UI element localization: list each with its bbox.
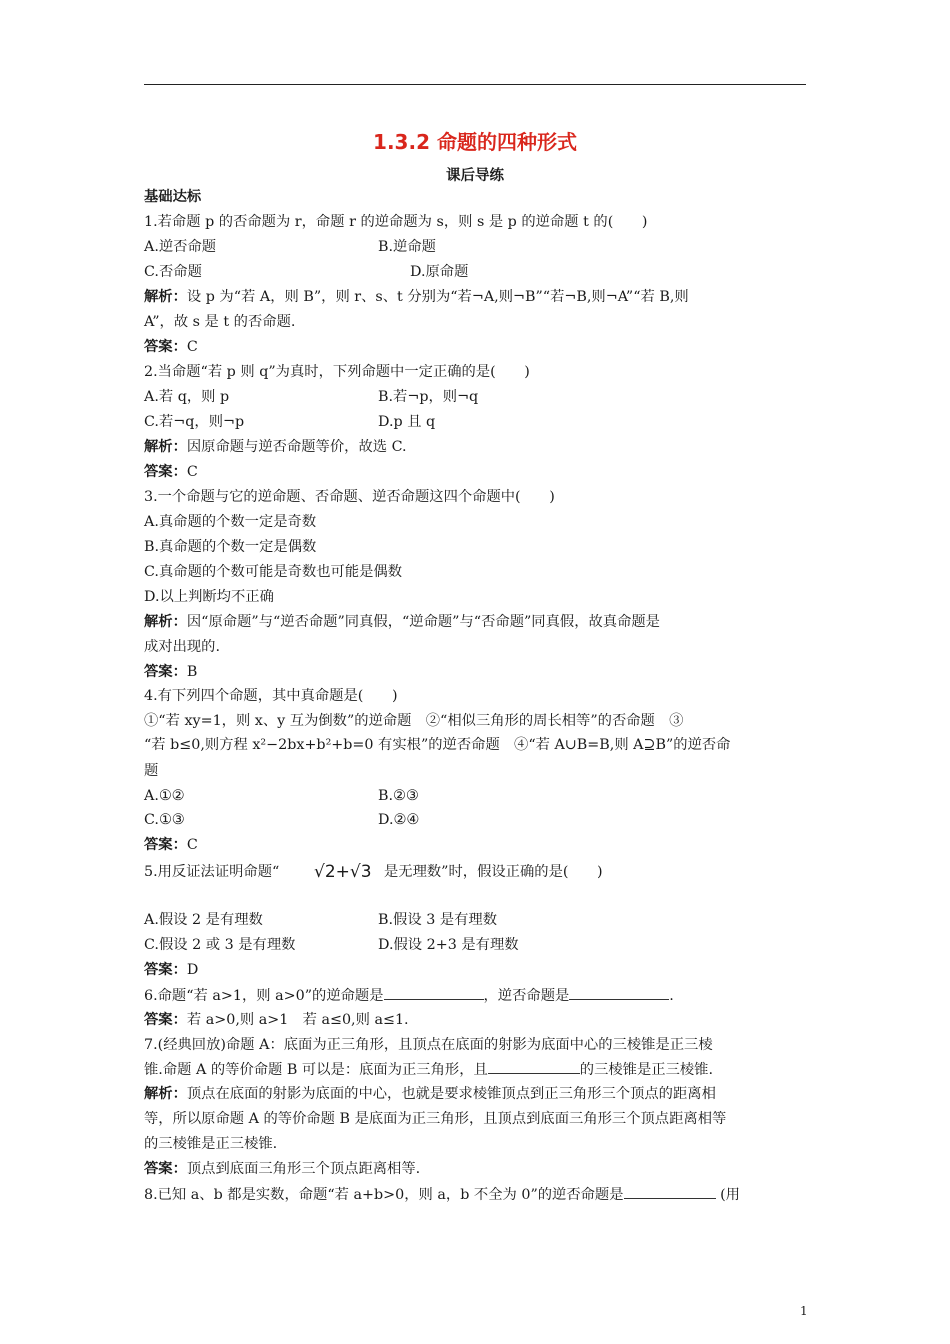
q1-option-c: C.否命题 — [144, 264, 202, 280]
page-subtitle: 课后导练 — [446, 168, 504, 184]
q7-answer-line — [144, 1159, 420, 1179]
q8-stem-cont: (用 — [720, 1187, 740, 1203]
q7-analysis-cont-1: 等，所以原命题 A 的等价命题 B 是底面为正三角形，且顶点到底面三角形三个顶点距离相等 — [144, 1111, 727, 1127]
header-rule — [144, 84, 806, 85]
q2-analysis-label: 解析： — [144, 439, 187, 455]
q5-option-c: C.假设 2 或 3 是有理数 — [144, 937, 296, 953]
page-number: 1 — [800, 1304, 808, 1318]
q7-analysis-label: 解析： — [144, 1086, 187, 1102]
q5-formula: √2+√3 — [314, 862, 372, 882]
q3-stem: 3.一个命题与它的逆命题、否命题、逆否命题这四个命题中( ) — [144, 489, 555, 505]
q7-stem-end: 的三棱锥是正三棱锥. — [579, 1062, 714, 1078]
q1-answer-line — [144, 337, 198, 357]
q3-analysis-line — [144, 612, 660, 632]
q3-option-a: A.真命题的个数一定是奇数 — [144, 514, 317, 530]
q1-option-b: B.逆命题 — [378, 239, 436, 255]
q4-answer-line — [144, 835, 198, 855]
q4-option-b: B.②③ — [378, 788, 419, 804]
q7-analysis-text: 顶点在底面的射影为底面的中心，也就是要求棱锥顶点到正三角形三个顶点的距离相 — [186, 1086, 716, 1102]
q3-analysis-text: 因“原命题”与“逆否命题”同真假，“逆命题”与“否命题”同真假，故真命题是 — [186, 614, 660, 630]
q3-option-c: C.真命题的个数可能是奇数也可能是偶数 — [144, 564, 403, 580]
q2-option-d: D.p 且 q — [378, 414, 436, 430]
q4-items-2: “若 b≤0,则方程 x²−2bx+b²+b=0 有实根”的逆否命题 ④“若 A∪B=B,则 A⊇B”的逆否命 — [144, 737, 731, 753]
q4-answer: C — [186, 837, 198, 853]
q7-blank[interactable] — [488, 1059, 580, 1074]
q5-answer-label: 答案： — [144, 962, 187, 978]
q6-answer-line — [144, 1010, 409, 1030]
q2-answer: C — [186, 464, 198, 480]
q7-stem-cont: 锥.命题 A 的等价命题 B 可以是：底面为正三角形，且 — [144, 1062, 488, 1078]
q1-analysis-text: 设 p 为“若 A，则 B”，则 r、s、t 分别为“若¬A,则¬B”“若¬B,则¬A”“若 B,则 — [186, 289, 689, 305]
q1-analysis-line — [144, 287, 689, 307]
q5-option-a: A.假设 2 是有理数 — [144, 912, 263, 928]
q3-option-b: B.真命题的个数一定是偶数 — [144, 539, 317, 555]
q6-stem-mid: ，逆否命题是 — [483, 988, 570, 1004]
q1-stem: 1.若命题 p 的否命题为 r，命题 r 的逆命题为 s，则 s 是 p 的逆命题 t 的( ) — [144, 214, 648, 230]
q7-analysis-cont-2: 的三棱锥是正三棱锥. — [144, 1136, 278, 1152]
q3-option-d: D.以上判断均不正确 — [144, 589, 274, 605]
q3-analysis-label: 解析： — [144, 614, 187, 630]
q4-items-3: 题 — [144, 763, 159, 779]
q2-analysis-text: 因原命题与逆否命题等价，故选 C. — [186, 439, 407, 455]
q7-stem-line-2 — [144, 1059, 713, 1080]
q1-option-a: A.逆否命题 — [144, 239, 217, 255]
q2-analysis-line — [144, 437, 407, 457]
q3-answer: B — [186, 664, 198, 680]
q3-answer-label: 答案： — [144, 664, 187, 680]
q5-option-d: D.假设 2+3 是有理数 — [378, 937, 519, 953]
q4-answer-label: 答案： — [144, 837, 187, 853]
q2-answer-line — [144, 462, 198, 482]
q8-stem-line — [144, 1184, 740, 1205]
page-title: 1.3.2 命题的四种形式 — [373, 130, 577, 154]
q7-analysis-line — [144, 1084, 716, 1104]
q4-option-d: D.②④ — [378, 812, 420, 828]
q5-answer-line — [144, 960, 198, 980]
q3-answer-line — [144, 662, 197, 682]
q8-blank[interactable] — [624, 1184, 716, 1199]
q2-option-c: C.若¬q，则¬p — [144, 414, 245, 430]
q4-stem: 4.有下列四个命题，其中真命题是( ) — [144, 688, 398, 704]
q1-option-d: D.原命题 — [410, 264, 469, 280]
q5-stem-cont: 是无理数”时，假设正确的是( ) — [384, 864, 603, 880]
q5-option-b: B.假设 3 是有理数 — [378, 912, 498, 928]
q8-stem: 8.已知 a、b 都是实数，命题“若 a+b>0，则 a，b 不全为 0”的逆否命题是 — [144, 1187, 624, 1203]
q7-stem: 7.(经典回放)命题 A：底面为正三角形，且顶点在底面的射影为底面中心的三棱锥是正三棱 — [144, 1037, 713, 1053]
q6-stem-end: . — [669, 988, 674, 1004]
q6-blank-2[interactable] — [569, 985, 669, 1000]
q1-analysis-label: 解析： — [144, 289, 187, 305]
q4-option-a: A.①② — [144, 788, 185, 804]
q6-answer-label: 答案： — [144, 1012, 187, 1028]
q6-answer: 若 a>0,则 a>1 若 a≤0,则 a≤1. — [186, 1012, 409, 1028]
q6-stem: 6.命题“若 a>1，则 a>0”的逆命题是 — [144, 988, 384, 1004]
q1-analysis-cont: A”，故 s 是 t 的否命题. — [144, 314, 296, 330]
q5-stem: 5.用反证法证明命题“ — [144, 864, 280, 880]
q2-option-a: A.若 q，则 p — [144, 389, 230, 405]
q4-option-c: C.①③ — [144, 812, 185, 828]
q6-blank-1[interactable] — [384, 985, 484, 1000]
q3-analysis-cont: 成对出现的. — [144, 639, 221, 655]
q4-items-1: ①“若 xy=1，则 x、y 互为倒数”的逆命题 ②“相似三角形的周长相等”的否命题 ③ — [144, 713, 684, 729]
q7-answer: 顶点到底面三角形三个顶点距离相等. — [186, 1161, 421, 1177]
q2-answer-label: 答案： — [144, 464, 187, 480]
q7-answer-label: 答案： — [144, 1161, 187, 1177]
section-heading: 基础达标 — [144, 189, 202, 205]
q6-stem-line — [144, 985, 674, 1006]
q2-option-b: B.若¬p，则¬q — [378, 389, 479, 405]
q2-stem: 2.当命题“若 p 则 q”为真时，下列命题中一定正确的是( ) — [144, 364, 530, 380]
q5-answer: D — [186, 962, 199, 978]
q1-answer-label: 答案： — [144, 339, 187, 355]
q1-answer: C — [186, 339, 198, 355]
